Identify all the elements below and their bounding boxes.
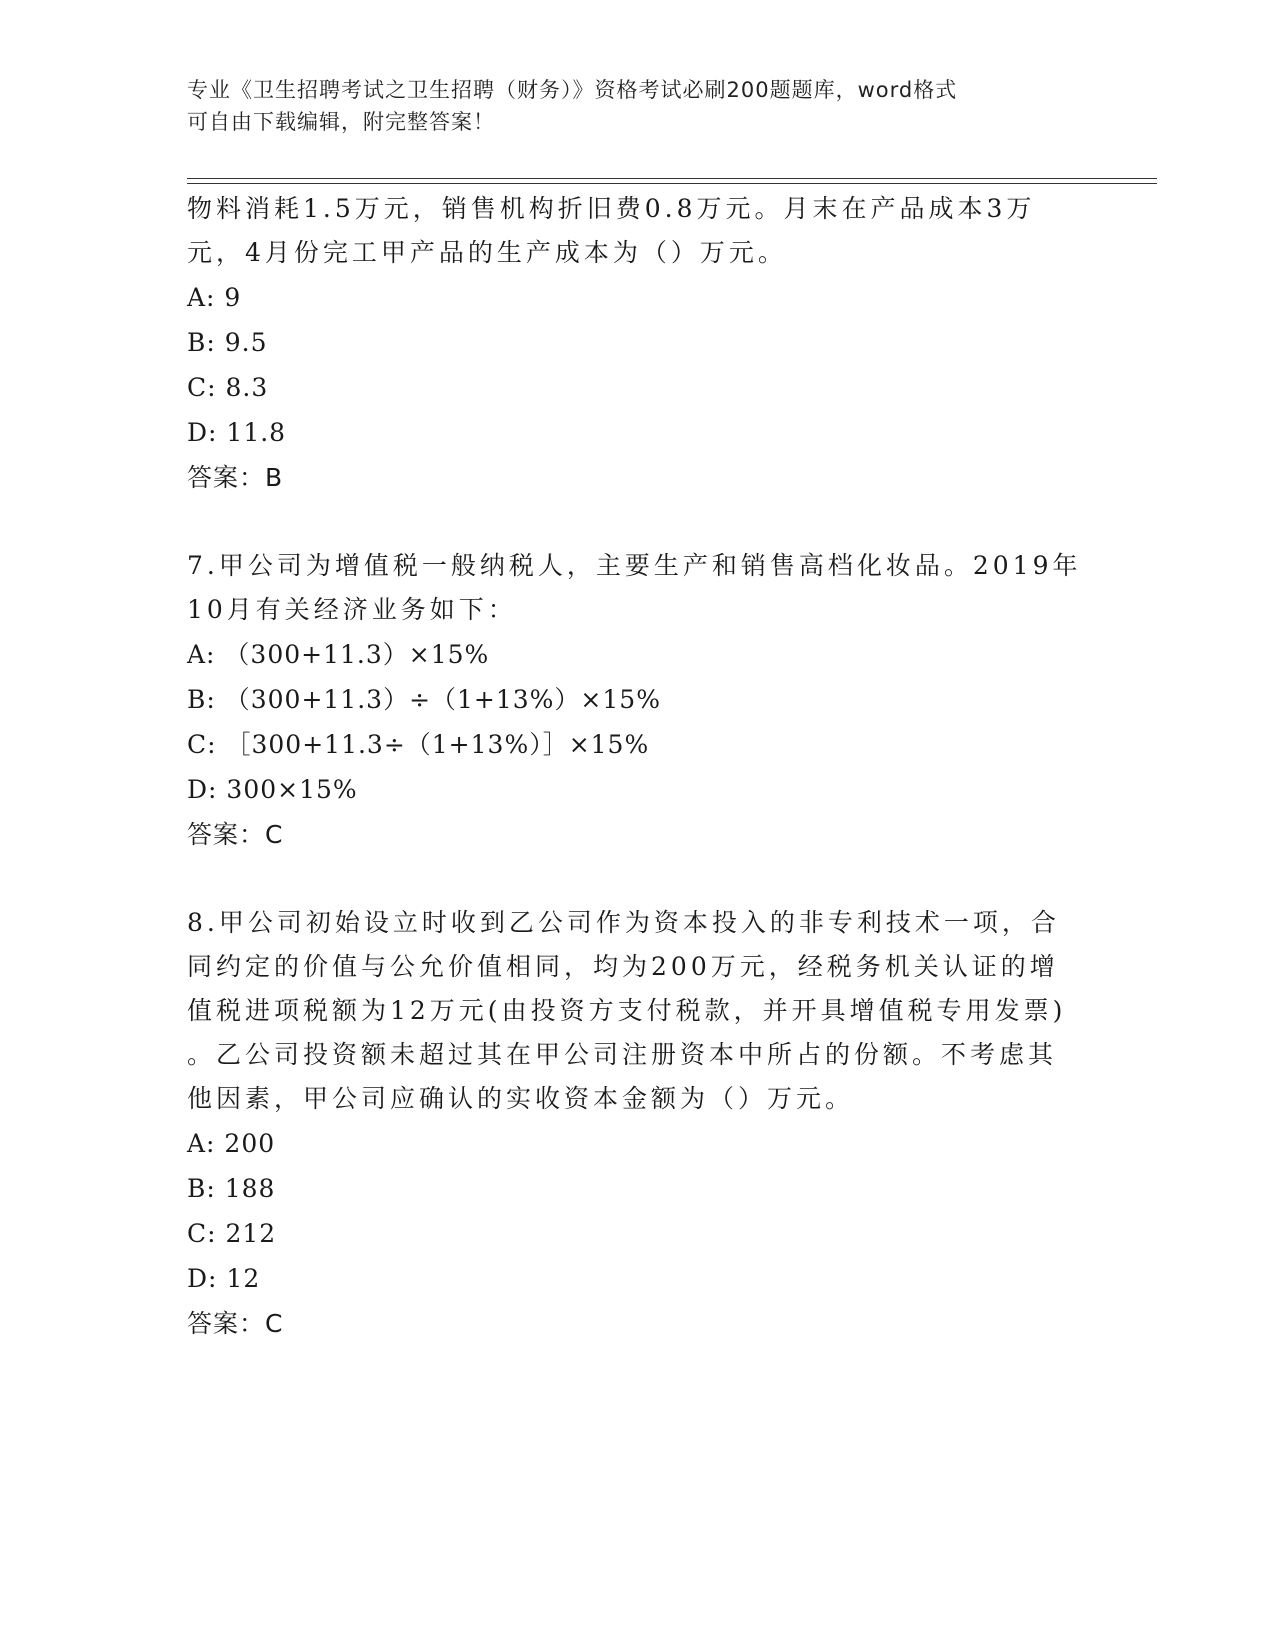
question-stem-line: 他因素，甲公司应确认的实收资本金额为（）万元。 xyxy=(187,1084,855,1113)
option-c: C: 8.3 xyxy=(187,373,269,402)
header-line-1: 专业《卫生招聘考试之卫生招聘（财务）》资格考试必刷200题题库，word格式 xyxy=(187,78,958,102)
option-a: A: 200 xyxy=(187,1129,276,1158)
section-spacer xyxy=(187,857,1087,901)
option-c: C: ［300+11.3÷（1+13%）］×15% xyxy=(187,730,650,759)
option-b: B: （300+11.3）÷（1+13%）×15% xyxy=(187,685,661,714)
question-8 xyxy=(187,901,1087,1346)
answer-line: 答案：C xyxy=(187,820,284,849)
document-body xyxy=(187,187,1087,1346)
header-divider-bottom xyxy=(187,183,1157,184)
option-d: D: 300×15% xyxy=(187,775,358,804)
section-spacer xyxy=(187,500,1087,544)
header-line-2: 可自由下载编辑，附完整答案！ xyxy=(187,110,495,134)
question-stem-line: 同约定的价值与公允价值相同，均为200万元，经税务机关认证的增 xyxy=(187,952,1059,981)
header-divider-top xyxy=(187,178,1157,179)
option-d: D: 12 xyxy=(187,1264,261,1293)
option-a: A: 9 xyxy=(187,283,242,312)
option-c: C: 212 xyxy=(187,1219,277,1248)
question-stem-line: 元，4月份完工甲产品的生产成本为（）万元。 xyxy=(187,238,787,267)
question-stem-line: 物料消耗1.5万元，销售机构折旧费0.8万元。月末在产品成本3万 xyxy=(187,194,1036,223)
question-stem-line: 。乙公司投资额未超过其在甲公司注册资本中所占的份额。不考虑其 xyxy=(187,1040,1058,1069)
question-7 xyxy=(187,544,1087,857)
question-stem-line: 8.甲公司初始设立时收到乙公司作为资本投入的非专利技术一项，合 xyxy=(187,908,1060,937)
option-d: D: 11.8 xyxy=(187,418,287,447)
option-b: B: 9.5 xyxy=(187,328,268,357)
answer-line: 答案：B xyxy=(187,463,284,492)
question-stem-line: 10月有关经济业务如下： xyxy=(187,595,517,624)
question-6 xyxy=(187,187,1087,500)
document-header xyxy=(187,74,1087,138)
answer-line: 答案：C xyxy=(187,1309,284,1338)
option-b: B: 188 xyxy=(187,1174,276,1203)
question-stem-line: 7.甲公司为增值税一般纳税人，主要生产和销售高档化妆品。2019年 xyxy=(187,551,1082,580)
question-stem-line: 值税进项税额为12万元(由投资方支付税款，并开具增值税专用发票) xyxy=(187,996,1067,1025)
option-a: A: （300+11.3）×15% xyxy=(187,640,490,669)
